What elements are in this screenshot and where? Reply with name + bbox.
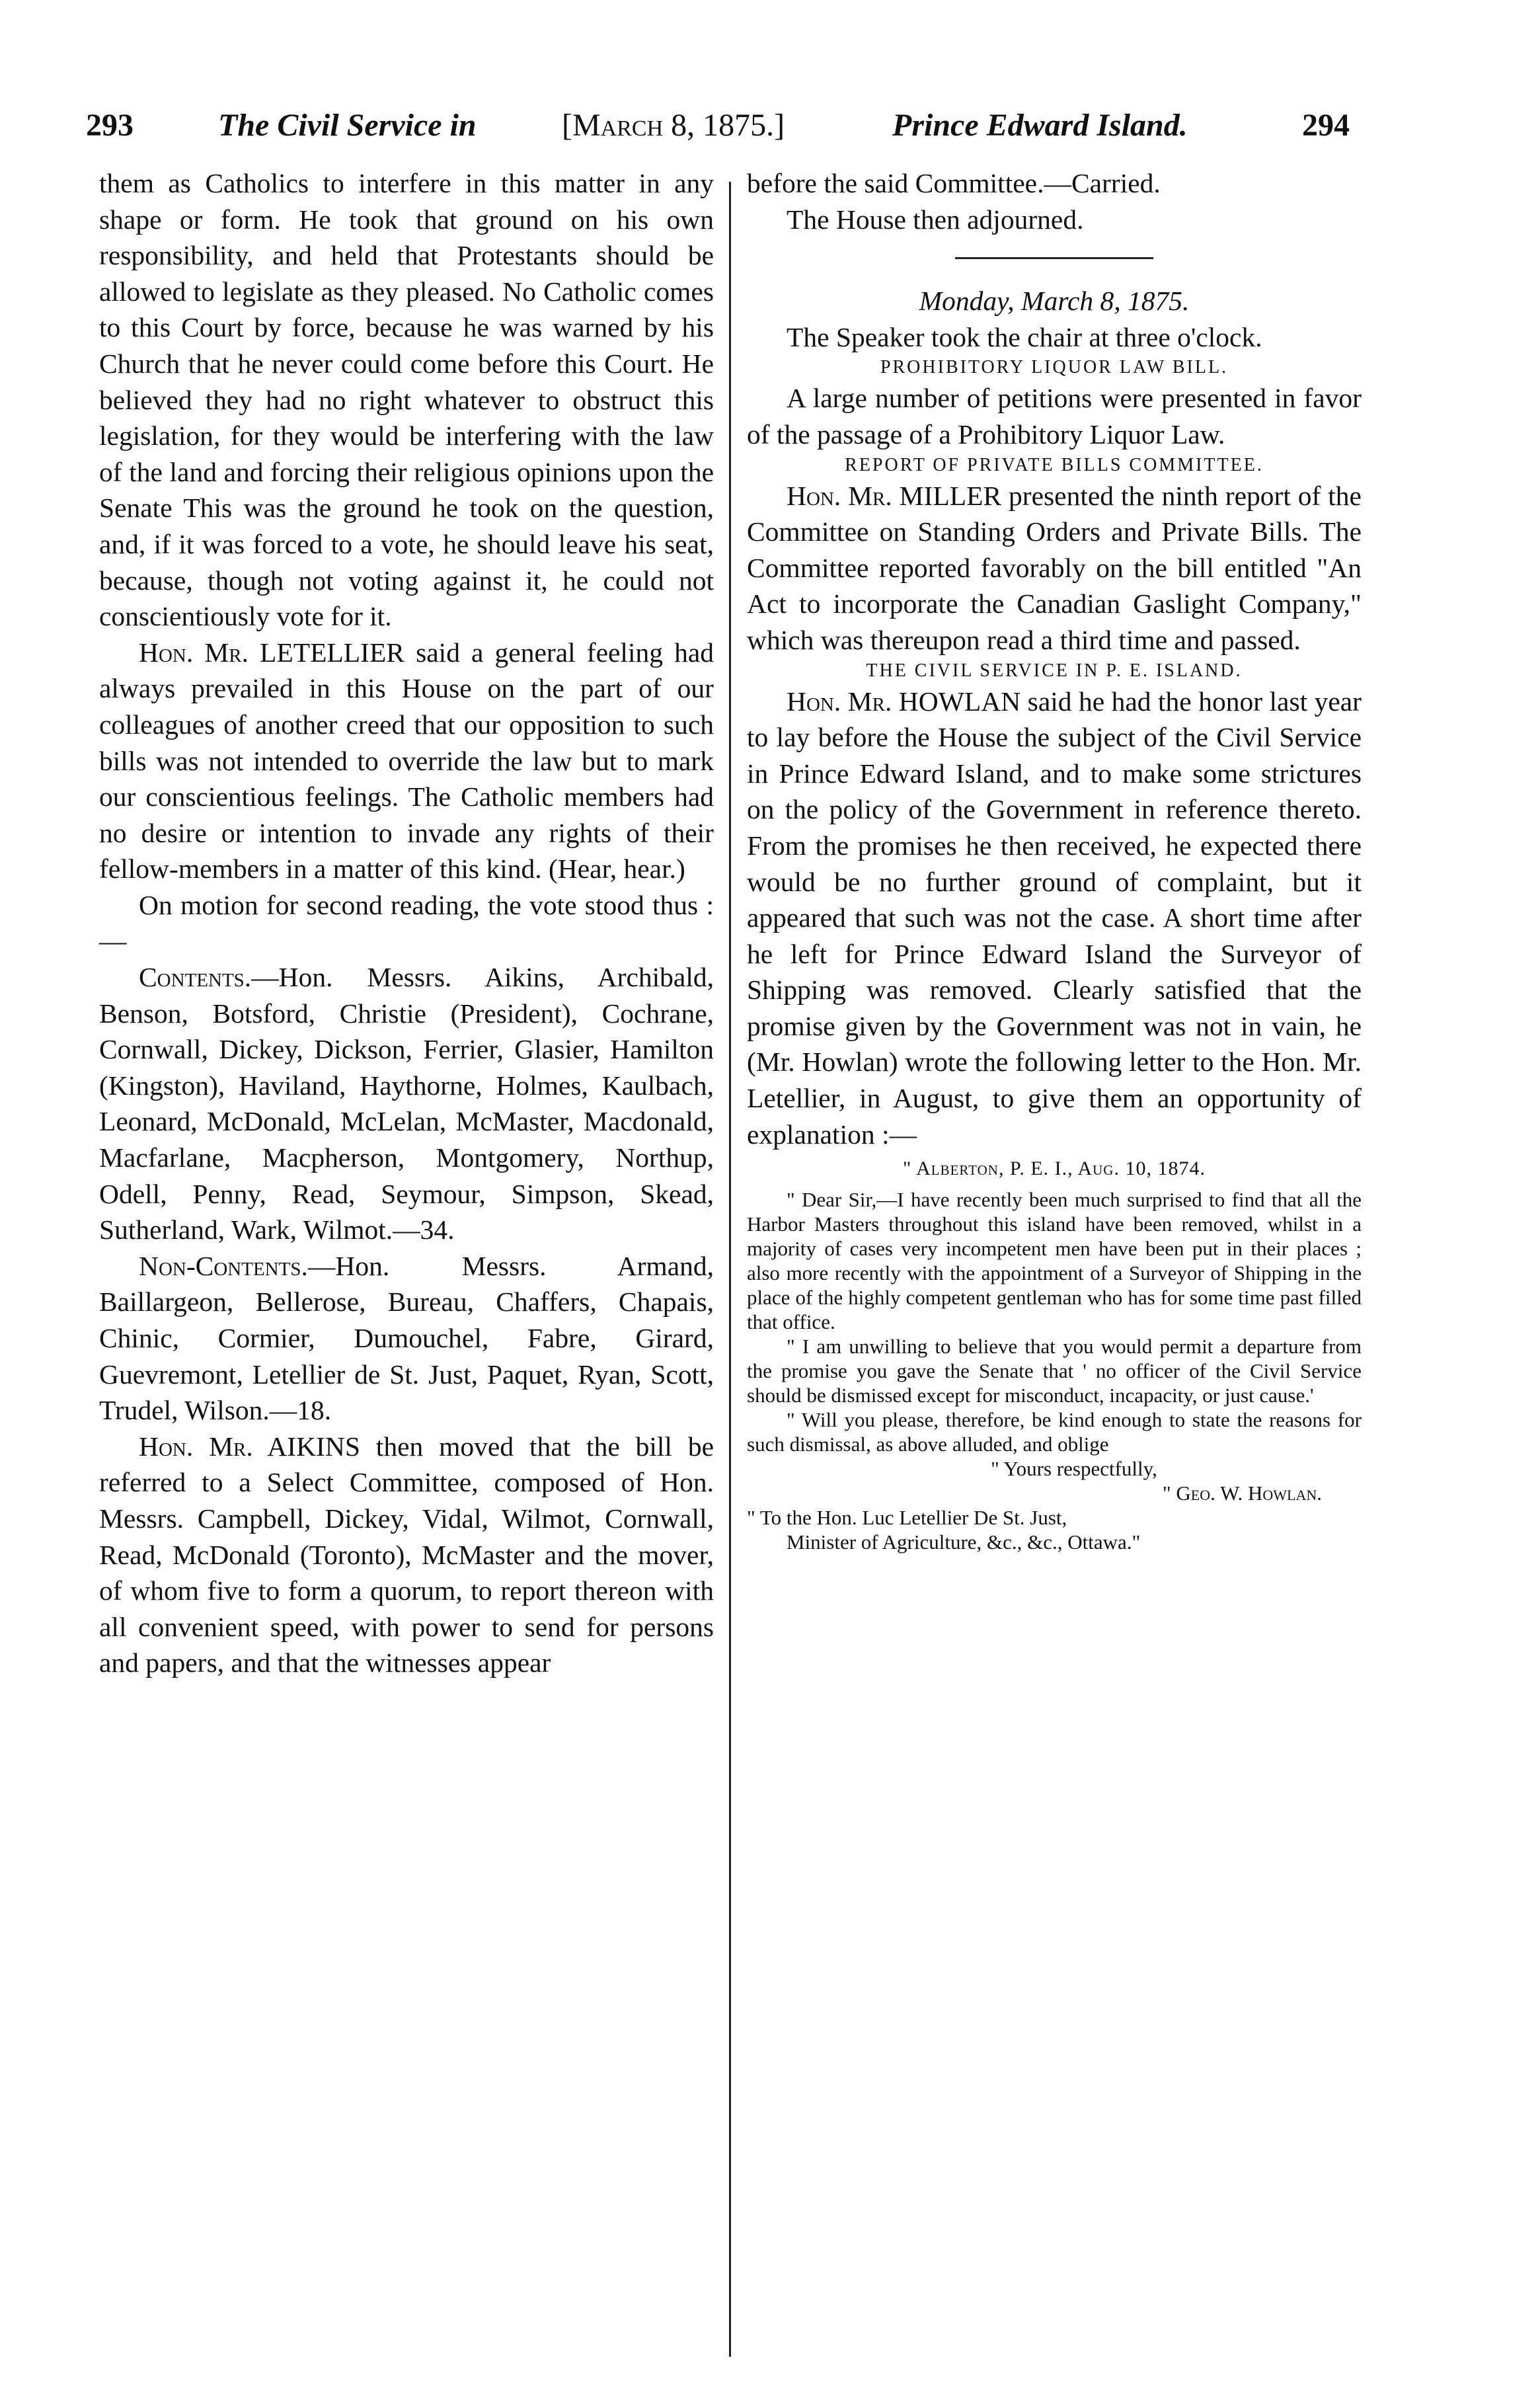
column-divider	[729, 182, 731, 2357]
paragraph: Contents.—Hon. Messrs. Aikins, Archibald, Benson, Botsford, Christie (President), Cochrane, Cornwall, Dickey, Dickson, Ferrier, Glasier, Hamilton (Kingston), Haviland, Haythorne, Holmes, Kaulbach, Leonard, McDonald, McLelan, McMaster, Macdonald, Macfarlane, Macpherson, Montgomery, Northup, Odell, Penny, Read, Seymour, Simpson, Skead, Sutherland, Wark, Wilmot.—34.	[99, 962, 714, 1245]
left-column	[99, 165, 714, 1681]
vote-label: Non-Contents.	[139, 1250, 308, 1281]
running-date: [March 8, 1875.]	[562, 108, 785, 143]
paragraph: A large number of petitions were presented in favor of the passage of a Prohibitory Liquor Law.	[747, 383, 1362, 450]
paragraph: before the said Committee.—Carried.	[747, 168, 1161, 198]
speaker-name: Hon. Mr. AIKINS	[139, 1431, 360, 1462]
paragraph: Hon. Mr. LETELLIER said a general feeling had always prevailed in this House on the part of our colleagues of another creed that our opposition to such bills was not intended to override the law but to mark our conscientious feelings. The Catholic members had no desire or intention to invade any rights of their fellow-members in a matter of this kind. (Hear, hear.)	[99, 637, 714, 885]
paragraph: The Speaker took the chair at three o'clock.	[787, 321, 1262, 352]
page-header	[86, 99, 1355, 152]
page-number-left: 293	[86, 108, 134, 143]
paragraph: Hon. Mr. AIKINS then moved that the bill be referred to a Select Committee, composed of Hon. Messrs. Campbell, Dickey, Vidal, Wilmot, Cornwall, Read, McDonald (Toronto), McMaster and the mover, of whom five to form a quorum, to report thereon with all convenient speed, with power to send for persons and papers, and that the witnesses appear	[99, 1431, 714, 1678]
paragraph: Hon. Mr. HOWLAN said he had the honor last year to lay before the House the subject of the Civil Service in Prince Edward Island, and to make some strictures on the policy of the Government in reference thereto. From the promises he then received, he expected there would be no further ground of complaint, but it appeared that such was not the case. A short time after he left for Prince Edward Island the Surveyor of Shipping was removed. Clearly satisfied that the promise given by the Government was not in vain, he (Mr. Howlan) wrote the following letter to the Hon. Mr. Letellier, in August, to give them an opportunity of explanation :—	[747, 686, 1362, 1150]
page-number-right: 294	[1302, 108, 1350, 143]
paragraph: Non-Contents.—Hon. Messrs. Armand, Baillargeon, Bellerose, Bureau, Chaffers, Chapais, Chinic, Cormier, Dumouchel, Fabre, Girard, Guevremont, Letellier de St. Just, Paquet, Ryan, Scott, Trudel, Wilson.—18.	[99, 1250, 714, 1426]
paragraph: Hon. Mr. MILLER presented the ninth report of the Committee on Standing Orders and Private Bills. The Committee reported favorably on the bill entitled "An Act to incorporate the Canadian Gaslight Company," which was thereupon read a third time and passed.	[747, 480, 1362, 655]
running-title-right: Prince Edward Island.	[892, 108, 1188, 143]
section-heading: THE CIVIL SERVICE IN P. E. ISLAND.	[866, 660, 1243, 681]
quoted-letter	[747, 1156, 1362, 1554]
letter-closing: " Yours respectfully,	[991, 1457, 1157, 1481]
section-heading: PROHIBITORY LIQUOR LAW BILL.	[880, 357, 1229, 378]
paragraph: The House then adjourned.	[787, 204, 1084, 235]
letter-paragraph: " Will you please, therefore, be kind enough to state the reasons for such dismissal, as above alluded, and oblige	[747, 1408, 1362, 1456]
speaker-name: Hon. Mr. HOWLAN	[787, 686, 1021, 717]
letter-paragraph: " Dear Sir,—I have recently been much surprised to find that all the Harbor Masters throughout this island have been removed, whilst in a majority of cases very incompetent men have been put in their places ; also more recently with the appointment of a Surveyor of Shipping in the place of the highly competent gentleman who has for some time past filled that office.	[747, 1188, 1362, 1334]
section-heading: REPORT OF PRIVATE BILLS COMMITTEE.	[845, 454, 1264, 475]
speaker-name: Hon. Mr. LETELLIER	[139, 637, 404, 668]
letter-date: " Alberton, P. E. I., Aug. 10, 1874.	[903, 1158, 1206, 1180]
paragraph: them as Catholics to interfere in this matter in any shape or form. He took that ground on his own responsibility, and held that Protestants should be allowed to legislate as they pleased. No Catholic comes to this Court by force, because he was warned by his Church that he never could come before this Court. He believed they had no right whatever to obstruct this legislation, for they would be interfering with the law of the land and forcing their religious opinions upon the Senate This was the ground he took on the question, and, if it was forced to a vote, he should leave his seat, because, though not voting against it, he could not conscientiously vote for it.	[99, 168, 714, 632]
speaker-name: Hon. Mr. MILLER	[787, 480, 1002, 511]
letter-address: " To the Hon. Luc Letellier De St. Just,	[747, 1506, 1067, 1530]
right-column	[747, 165, 1362, 1554]
paragraph: On motion for second reading, the vote stood thus :—	[99, 889, 714, 957]
letter-paragraph: " I am unwilling to believe that you would permit a departure from the promise you gave the Senate that ' no officer of the Civil Service should be dismissed except for misconduct, incapacity, or just cause.'	[747, 1335, 1362, 1407]
letter-signature: " Geo. W. Howlan.	[1163, 1481, 1322, 1505]
sitting-date: Monday, March 8, 1875.	[919, 286, 1190, 317]
vote-label: Contents.	[139, 962, 252, 993]
running-title-left: The Civil Service in	[218, 108, 477, 143]
letter-address: Minister of Agriculture, &c., &c., Ottawa."	[787, 1530, 1141, 1554]
section-rule	[955, 257, 1153, 259]
